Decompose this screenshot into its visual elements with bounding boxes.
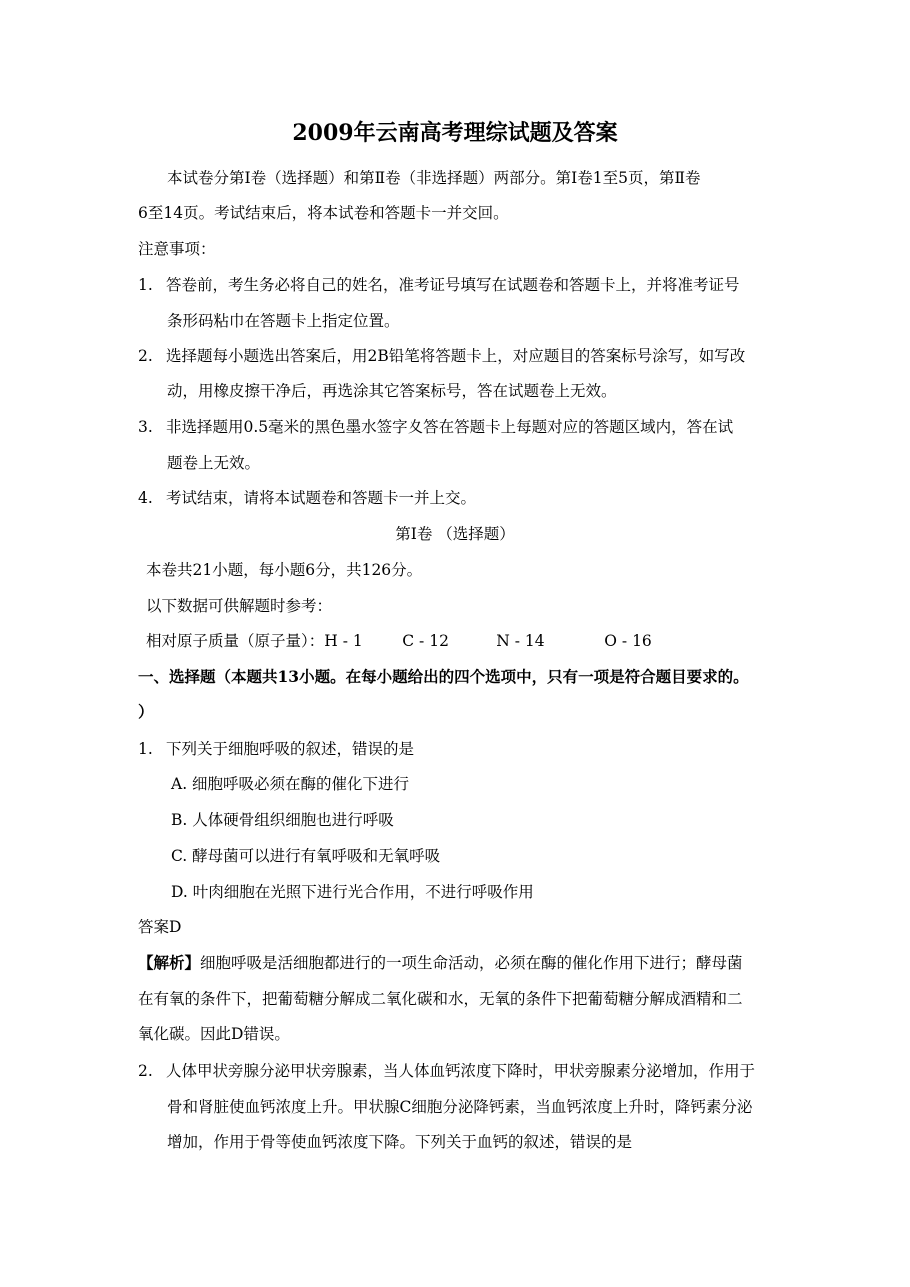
question-1-option-a: A. 细胞呼吸必须在酶的催化下进行 [171, 775, 410, 793]
notice-item-3-cont: 题卷上无效。 [167, 454, 261, 472]
notice-item-4 [138, 488, 778, 508]
document-title: 2009年云南高考理综试题及答案 [292, 120, 618, 146]
question-1-option-b: B. 人体硬骨组织细胞也进行呼吸 [171, 811, 394, 829]
notice-item-2 [138, 346, 778, 366]
notice-number: 4. [138, 489, 153, 507]
question-1-option-d: D. 叶肉细胞在光照下进行光合作用，不进行呼吸作用 [171, 883, 534, 901]
notice-heading: 注意事项： [138, 240, 216, 258]
notice-item-2-cont: 动，用橡皮擦干净后，再选涂其它答案标号，答在试题卷上无效。 [167, 382, 617, 400]
notice-text: 非选择题用0.5毫米的黑色墨水签字夊答在答题卡上每题对应的答题区域内，答在试 [166, 418, 734, 436]
question-1-stem [138, 739, 778, 759]
section-info: 本卷共21小题，每小题6分，共126分。 [146, 561, 423, 579]
question-number: 1. [138, 740, 153, 758]
question-1-analysis-line-1 [138, 953, 778, 973]
notice-number: 2. [138, 347, 153, 365]
notice-text: 考试结束，请将本试题卷和答题卡一并上交。 [166, 489, 477, 507]
notice-text: 选择题每小题选出答案后，用2B铅笔将答题卡上，对应题目的答案标号涂写，如写改 [166, 347, 746, 365]
atomic-mass-label: 相对原子质量（原子量）： [146, 632, 325, 650]
question-1-answer: 答案D [138, 918, 182, 936]
question-1-analysis-line-3: 氧化碳。因此D错误。 [138, 1025, 290, 1043]
part-heading: 一、选择题（本题共13小题。在每小题给出的四个选项中，只有一项是符合题目要求的。 [138, 667, 749, 686]
atomic-mass-o: O - 16 [604, 632, 652, 650]
notice-number: 3. [138, 418, 153, 436]
part-heading-cont: ） [138, 702, 154, 721]
atomic-mass-n: N - 14 [496, 632, 545, 650]
notice-item-3 [138, 417, 778, 437]
question-text: 人体甲状旁腺分泌甲状旁腺素，当人体血钙浓度下降时，甲状旁腺素分泌增加，作用于 [166, 1062, 756, 1080]
question-2-stem [138, 1061, 778, 1081]
intro-line-1: 本试卷分第Ⅰ卷（选择题）和第Ⅱ卷（非选择题）两部分。第Ⅰ卷1至5页，第Ⅱ卷 [167, 169, 701, 187]
intro-line-2: 6至14页。考试结束后，将本试卷和答题卡一并交回。 [138, 204, 509, 222]
atomic-mass-line [146, 631, 786, 651]
analysis-text: 细胞呼吸是活细胞都进行的一项生命活动，必须在酶的催化作用下进行；酵母菌 [200, 954, 743, 972]
question-text: 下列关于细胞呼吸的叙述，错误的是 [166, 740, 415, 758]
data-reference: 以下数据可供解题时参考： [146, 597, 333, 615]
question-1-option-c: C. 酵母菌可以进行有氧呼吸和无氧呼吸 [171, 847, 441, 865]
question-2-stem-cont-1: 骨和肾脏使血钙浓度上升。甲状腺C细胞分泌降钙素，当血钙浓度上升时，降钙素分泌 [167, 1098, 753, 1116]
analysis-tag: 【解析】 [138, 953, 201, 972]
notice-text: 答卷前，考生务必将自己的姓名，准考证号填写在试题卷和答题卡上，并将准考证号 [166, 276, 740, 294]
notice-item-1-cont: 条形码粘巾在答题卡上指定位置。 [167, 312, 400, 330]
notice-number: 1. [138, 276, 153, 294]
atomic-mass-c: C - 12 [402, 632, 449, 650]
section-title: 第Ⅰ卷 （选择题） [395, 525, 515, 543]
notice-item-1 [138, 275, 778, 295]
question-2-stem-cont-2: 增加，作用于骨等使血钙浓度下降。下列关于血钙的叙述，错误的是 [167, 1133, 633, 1151]
question-number: 2. [138, 1062, 153, 1080]
question-1-analysis-line-2: 在有氧的条件下，把葡萄糖分解成二氧化碳和水，无氧的条件下把葡萄糖分解成酒精和二 [138, 990, 743, 1008]
atomic-mass-h: H - 1 [324, 632, 363, 650]
